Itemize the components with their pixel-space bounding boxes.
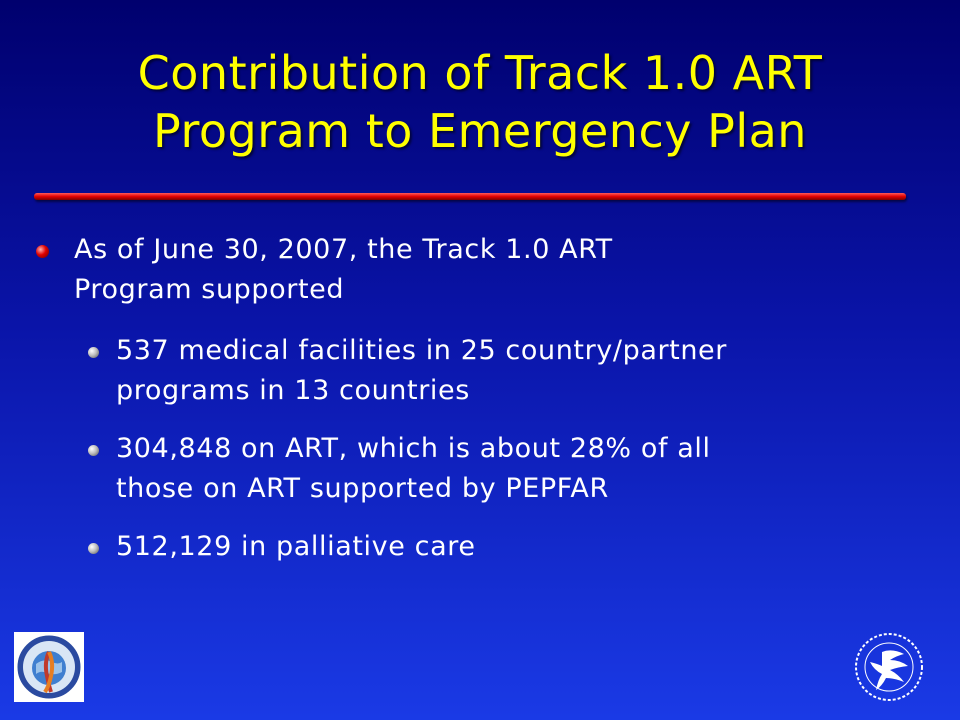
gray-bullet-icon	[88, 445, 99, 456]
gray-bullet-icon	[88, 347, 99, 358]
sub-bullet-1	[116, 331, 926, 411]
sub-bullet-1-line-2: programs in 13 countries	[116, 375, 470, 406]
title-line-2: Program to Emergency Plan	[153, 104, 807, 158]
main-bullet-line-2: Program supported	[74, 274, 345, 305]
main-bullet-line-1: As of June 30, 2007, the Track 1.0 ART	[74, 234, 613, 265]
sub-bullet-2	[116, 429, 926, 509]
title-line-1: Contribution of Track 1.0 ART	[137, 46, 823, 100]
main-bullet	[74, 230, 914, 310]
sub-bullet-1-line-1: 537 medical facilities in 25 country/partner	[116, 335, 727, 366]
sub-bullet-2-line-2: those on ART supported by PEPFAR	[116, 473, 609, 504]
gray-bullet-icon	[88, 543, 99, 554]
sub-bullet-3-line-1: 512,129 in palliative care	[116, 531, 476, 562]
sub-bullet-2-line-1: 304,848 on ART, which is about 28% of all	[116, 433, 711, 464]
red-bullet-icon	[36, 245, 49, 258]
globe-seal-icon	[14, 632, 84, 702]
sub-bullet-3	[116, 527, 926, 567]
hhs-eagle-icon	[852, 630, 926, 704]
